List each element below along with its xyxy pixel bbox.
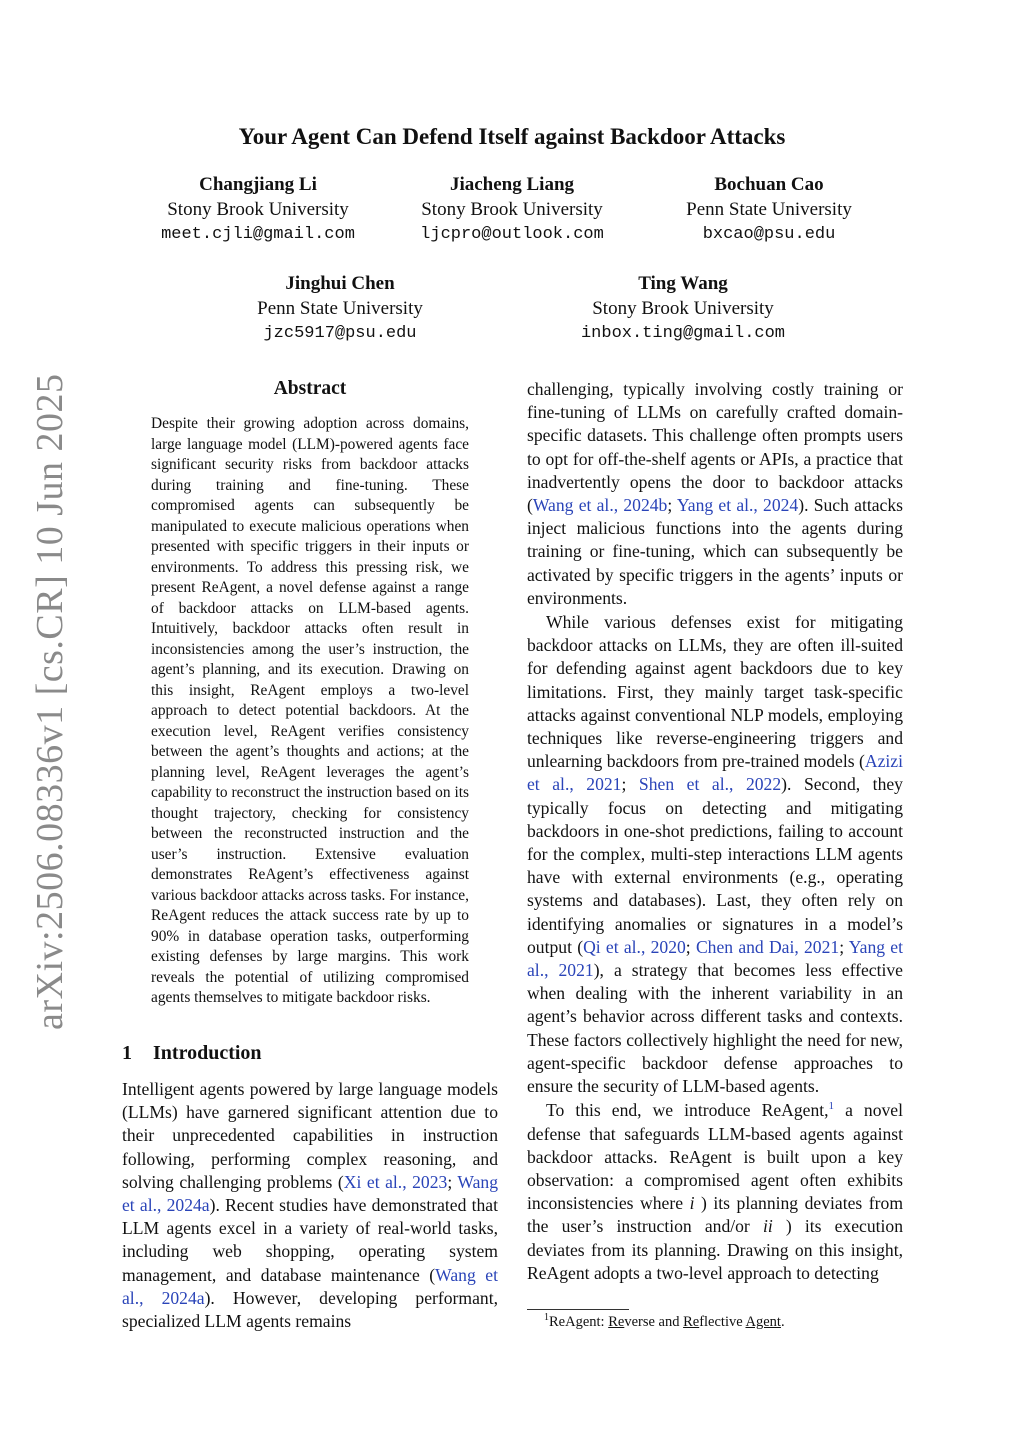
paragraph: challenging, typically involving costly training or fine-tuning of LLMs on carefully crafted domain-specific datasets. This challenge often prompts users to opt for off-the-shelf agents or APIs, a practice that inadvertently opens the door to backdoor attacks (Wang et al., 2024b; Yang et al., 2024). Such attacks inject malicious functions into the agents during training or fine-tuning, which can subsequently be activated by specific triggers in the agents’ inputs or environments.	[527, 379, 903, 608]
citation-link[interactable]: Wang et al., 2024b	[532, 495, 668, 516]
citation-link[interactable]: Yang et al., 2021	[527, 936, 903, 981]
abstract-heading: Abstract	[273, 378, 347, 399]
section-heading	[122, 1042, 262, 1065]
citation-link[interactable]: Chen and Dai, 2021	[695, 936, 840, 957]
author-affiliation: Stony Brook University	[421, 199, 603, 220]
author-block	[128, 172, 388, 247]
section-number: 1	[122, 1042, 132, 1064]
author-name: Changjiang Li	[199, 174, 317, 195]
paragraph: Intelligent agents powered by large language models (LLMs) have garnered significant attention due to their unprecedented capabilities in instruction following, performing complex reasoning, and solving challenging problems (Xi et al., 2023; Wang et al., 2024a). Recent studies have demonstrated that LLM agents excel in a variety of real-world tasks, including web shopping, operating system management, and database maintenance (Wang et al., 2024a). However, developing performant, specialized LLM agents remains	[122, 1079, 499, 1332]
citation-link[interactable]: Xi et al., 2023	[343, 1171, 448, 1192]
author-block	[382, 172, 642, 247]
author-name: Ting Wang	[638, 273, 728, 294]
author-affiliation: Stony Brook University	[592, 298, 774, 319]
author-name: Jiacheng Liang	[449, 174, 575, 195]
footnote-divider	[527, 1309, 629, 1310]
section-title: Introduction	[153, 1042, 262, 1064]
arxiv-identifier: arXiv:2506.08336v1 [cs.CR] 10 Jun 2025	[29, 373, 71, 1030]
abstract-body: Despite their growing adoption across domains, large language model (LLM)-powered agents face significant security risks from backdoor attacks during training and fine-tuning. These compromised agents can subsequently be manipulated to execute malicious operations when presented with specific triggers in their inputs or environments. To address this pressing risk, we present ReAgent, a novel defense against a range of backdoor attacks on LLM-based agents. Intuitively, backdoor attacks often result in inconsistencies among the user’s instruction, the agent’s planning, and its execution. Drawing on this insight, ReAgent employs a two-level approach to detect potential backdoors. At the execution level, ReAgent verifies consistency between the agent’s thoughts and actions; at the planning level, ReAgent leverages the agent’s capability to reconstruct the instruction based on its thought trajectory, checking for consistency between the reconstructed instruction and the user’s instruction. Extensive evaluation demonstrates ReAgent’s effectiveness against various backdoor attacks across tasks. For instance, ReAgent reduces the attack success rate by up to 90% in database operation tasks, outperforming existing defenses by large margins. This work reveals the potential of utilizing compromised agents themselves to mitigate backdoor risks.	[151, 415, 469, 1006]
footnote: $^1$ReAgent: Reverse and Reflective Agent.	[544, 1312, 785, 1330]
citation-link[interactable]: Azizi et al., 2021	[527, 751, 903, 795]
author-email[interactable]: inbox.ting@gmail.com	[580, 324, 786, 343]
citation-link[interactable]: Qi et al., 2020	[583, 936, 686, 957]
intro-left-column	[122, 1078, 498, 1333]
author-block	[210, 271, 470, 346]
author-email[interactable]: jzc5917@psu.edu	[263, 324, 417, 343]
author-email[interactable]: ljcpro@outlook.com	[420, 225, 604, 244]
author-email[interactable]: bxcao@psu.edu	[702, 225, 836, 244]
author-affiliation: Penn State University	[257, 298, 423, 319]
paper-title: Your Agent Can Defend Itself against Backdoor Attacks	[238, 124, 786, 149]
footnote-number: 1	[544, 1312, 549, 1324]
paragraph: While various defenses exist for mitigating backdoor attacks on LLMs, they are often ill-suited for defending against agent backdoors due to key limitations. First, they mainly target task-specific attacks against conventional NLP models, employing techniques like reverse-engineering triggers and unlearning backdoors from pre-trained models (Azizi et al., 2021; Shen et al., 2022). Second, they typically focus on detecting and mitigating backdoors in one-shot predictions, failing to account for the complex, multi-step interactions LLM agents have with external environments (e.g., operating systems and databases). Last, they often rely on identifying anomalies or signatures in a model’s output (Qi et al., 2020; Chen and Dai, 2021; Yang et al., 2021), a strategy that becomes less effective when dealing with the inherent variability in an agent’s behavior across different tasks and contexts. These factors collectively highlight the need for new, agent-specific backdoor defense approaches to ensure the security of LLM-based agents.	[527, 612, 903, 1097]
footnote-marker[interactable]: 1	[828, 1100, 835, 1113]
author-affiliation: Stony Brook University	[167, 199, 349, 220]
citation-link[interactable]: Wang et al., 2024a	[122, 1171, 499, 1216]
citation-link[interactable]: Wang et al., 2024a	[122, 1264, 498, 1308]
paragraph: To this end, we introduce ReAgent,$^1$ a novel defense that safeguards LLM-based agents against backdoor attacks. ReAgent is built upon a key observation: a compromised agent often exhibits inconsistencies where i ) its planning deviates from the user’s instruction and/or ii ) its execution deviates from its planning. Drawing on this insight, ReAgent adopts a two-level approach to detecting	[527, 1100, 903, 1283]
author-email[interactable]: meet.cjli@gmail.com	[161, 225, 355, 244]
intro-right-column	[527, 378, 903, 1285]
citation-link[interactable]: Yang et al., 2024	[676, 495, 799, 516]
author-block	[639, 172, 899, 247]
author-affiliation: Penn State University	[686, 199, 852, 220]
author-name: Bochuan Cao	[714, 174, 824, 195]
author-block	[553, 271, 813, 346]
citation-link[interactable]: Shen et al., 2022	[638, 774, 782, 795]
author-name: Jinghui Chen	[285, 273, 395, 294]
